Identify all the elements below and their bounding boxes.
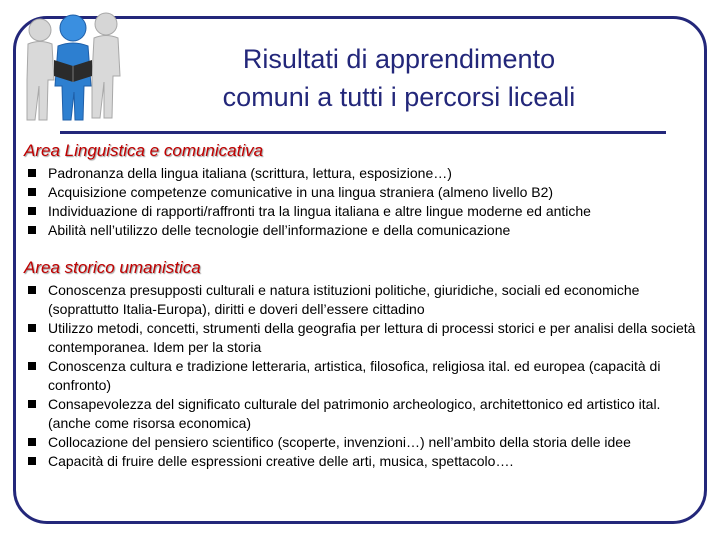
- list-item-text: Acquisizione competenze comunicative in una lingua straniera (almeno livello B2): [48, 184, 554, 200]
- list-item: [28, 357, 700, 395]
- bullet-list-storico: [28, 281, 700, 471]
- title-divider: [60, 131, 666, 134]
- bullet-list-linguistica: [28, 164, 700, 240]
- list-item-text: Capacità di fruire delle espressioni creative delle arti, musica, spettacolo….: [48, 453, 514, 469]
- list-item-text: Conoscenza presupposti culturali e natura istituzioni politiche, giuridiche, sociali ed economiche (soprattutto Italia-Europa), diritti e doveri dell’essere cittadino: [48, 282, 640, 317]
- people-reading-clipart: [18, 6, 128, 122]
- square-bullet-icon: [28, 438, 36, 446]
- slide-title: [160, 40, 638, 116]
- title-line-2: comuni a tutti i percorsi liceali: [222, 82, 576, 112]
- list-item: [28, 183, 700, 202]
- list-item: [28, 395, 700, 433]
- section-heading-linguistica: Area Linguistica e comunicativa: [24, 141, 264, 160]
- square-bullet-icon: [28, 457, 36, 465]
- square-bullet-icon: [28, 188, 36, 196]
- list-item: [28, 433, 700, 452]
- list-item-text: Collocazione del pensiero scientifico (scoperte, invenzioni…) nell’ambito della storia delle idee: [48, 434, 631, 450]
- square-bullet-icon: [28, 286, 36, 294]
- list-item: [28, 281, 700, 319]
- list-item: [28, 452, 700, 471]
- square-bullet-icon: [28, 226, 36, 234]
- list-item: [28, 221, 700, 240]
- list-item: [28, 319, 700, 357]
- list-item: [28, 164, 700, 183]
- square-bullet-icon: [28, 324, 36, 332]
- square-bullet-icon: [28, 400, 36, 408]
- square-bullet-icon: [28, 207, 36, 215]
- list-item-text: Individuazione di rapporti/raffronti tra la lingua italiana e altre lingue moderne ed antiche: [48, 203, 591, 219]
- list-item-text: Conoscenza cultura e tradizione letteraria, artistica, filosofica, religiosa ital. ed europea (capacità di confronto): [48, 358, 661, 393]
- square-bullet-icon: [28, 362, 36, 370]
- square-bullet-icon: [28, 169, 36, 177]
- list-item: [28, 202, 700, 221]
- list-item-text: Padronanza della lingua italiana (scrittura, lettura, esposizione…): [48, 165, 452, 181]
- list-item-text: Abilità nell’utilizzo delle tecnologie dell’informazione e della comunicazione: [48, 222, 511, 238]
- list-item-text: Consapevolezza del significato culturale del patrimonio archeologico, architettonico ed artistico ital. (anche come risorsa economica): [48, 396, 661, 431]
- section-heading-storico: Area storico umanistica: [24, 258, 201, 277]
- list-item-text: Utilizzo metodi, concetti, strumenti della geografia per lettura di processi storici e per analisi della società contemporanea. Idem per la storia: [48, 320, 696, 355]
- title-line-1: Risultati di apprendimento: [242, 44, 556, 74]
